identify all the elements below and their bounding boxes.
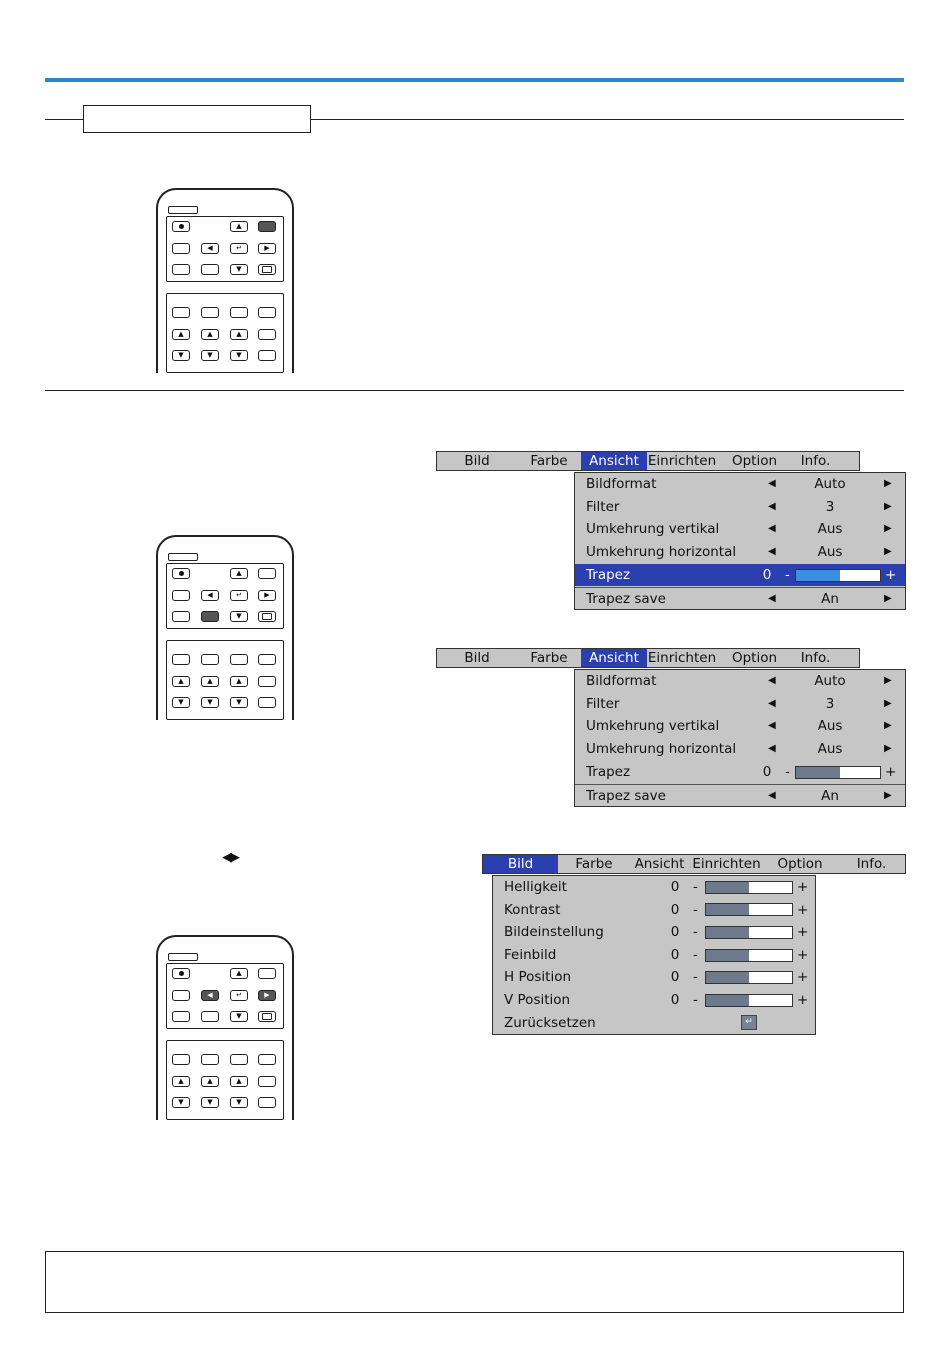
remote-button: ▼ xyxy=(201,1097,219,1108)
remote-button xyxy=(172,968,190,979)
menu-row-label: Umkehrung horizontal xyxy=(586,741,737,758)
remote-button xyxy=(258,697,276,708)
menu-row xyxy=(575,738,905,761)
level-slider xyxy=(705,926,793,939)
remote-arrow-button: ▼ xyxy=(230,264,248,275)
menu-row xyxy=(493,966,815,989)
menu-row xyxy=(493,944,815,967)
left-arrow-icon: ◀ xyxy=(768,592,776,604)
remote-button: ▼ xyxy=(230,697,248,708)
menu-row xyxy=(493,876,815,899)
menu-row xyxy=(575,496,905,519)
plus-sign: + xyxy=(797,946,809,963)
plus-sign: + xyxy=(797,992,809,1008)
remote-button xyxy=(258,307,276,318)
remote-arrow-button: ▶ xyxy=(258,243,276,254)
menu-tab-bild: Bild xyxy=(464,650,490,666)
menu-panel xyxy=(492,875,816,1035)
minus-sign: - xyxy=(693,924,698,941)
slider-fill xyxy=(796,767,840,778)
note-box xyxy=(45,1251,904,1313)
menu-row xyxy=(493,899,815,922)
section-divider xyxy=(45,390,904,391)
plus-sign: + xyxy=(797,901,809,918)
plus-sign: + xyxy=(797,879,809,895)
record-dot-icon xyxy=(179,971,184,976)
remote-button xyxy=(201,307,219,318)
remote-button xyxy=(201,1011,219,1022)
screen-icon xyxy=(262,1013,272,1020)
right-arrow-icon: ▶ xyxy=(884,546,892,558)
menu-row-value: 0 xyxy=(762,566,772,583)
header-rule xyxy=(45,78,904,82)
right-arrow-icon: ▶ xyxy=(884,478,892,489)
remote-button xyxy=(258,654,276,665)
menu-row-label: Filter xyxy=(586,498,620,515)
right-arrow-icon: ▶ xyxy=(884,523,892,535)
remote-button: ▲ xyxy=(230,676,248,687)
remote-button xyxy=(172,568,190,579)
right-arrow-icon: ▶ xyxy=(884,500,892,512)
menu-bar xyxy=(436,451,906,471)
menu-row-value: Auto xyxy=(814,476,846,492)
remote-button xyxy=(172,307,190,318)
level-slider xyxy=(795,766,881,779)
menu-row-value: 0 xyxy=(670,924,680,941)
menu-row-label: Feinbild xyxy=(504,946,557,963)
minus-sign: - xyxy=(693,946,698,963)
menu-row xyxy=(493,921,815,944)
remote-button: ▲ xyxy=(201,1076,219,1087)
remote-button xyxy=(258,568,276,579)
remote-arrow-button: ◀ xyxy=(201,990,219,1001)
remote-button xyxy=(172,990,190,1001)
menu-row-value: 0 xyxy=(670,946,680,963)
remote-button: ▲ xyxy=(201,676,219,687)
menu-panel xyxy=(574,472,906,610)
menu-tab-einrichten: Einrichten xyxy=(647,453,717,469)
remote-arrow-button: ▼ xyxy=(230,611,248,622)
remote-button xyxy=(172,654,190,665)
slider-fill xyxy=(706,972,749,983)
menu-row-value: An xyxy=(821,787,839,804)
screen-icon xyxy=(262,266,272,273)
menu-tab-option: Option xyxy=(731,650,778,666)
remote-button xyxy=(201,654,219,665)
menu-bar xyxy=(436,648,906,668)
left-arrow-icon: ◀ xyxy=(768,697,776,709)
remote-button xyxy=(172,243,190,254)
remote-clip xyxy=(156,535,294,720)
menu-bar-end xyxy=(859,648,906,668)
remote-control-illustration-3 xyxy=(156,935,294,1120)
menu-row xyxy=(575,761,905,784)
menu-row xyxy=(575,693,905,716)
plus-sign: + xyxy=(797,969,809,986)
remote-button: ▲ xyxy=(230,329,248,340)
remote-button: ▲ xyxy=(172,329,190,340)
remote-button xyxy=(172,1011,190,1022)
menu-tab-ansicht: Ansicht xyxy=(634,856,685,872)
menu-row xyxy=(575,518,905,541)
remote-button xyxy=(201,611,219,622)
menu-tab-info: Info. xyxy=(856,856,887,872)
menu-row-value: 0 xyxy=(762,763,772,780)
menu-row-label: Umkehrung vertikal xyxy=(586,718,720,735)
remote-label-slot xyxy=(168,206,198,214)
remote-button: ▼ xyxy=(230,1097,248,1108)
menu-row xyxy=(575,670,905,693)
menu-row-label: Kontrast xyxy=(504,901,561,918)
remote-button: ▲ xyxy=(172,1076,190,1087)
remote-arrow-button: ↵ xyxy=(230,990,248,1001)
slider-fill xyxy=(706,904,749,915)
menu-row-label: Zurücksetzen xyxy=(504,1014,596,1031)
remote-button: ▲ xyxy=(172,676,190,687)
remote-arrow-button: ◀ xyxy=(201,590,219,601)
slider-fill xyxy=(796,570,840,581)
remote-clip xyxy=(156,188,294,373)
slider-fill xyxy=(706,927,749,938)
minus-sign: - xyxy=(785,566,790,583)
menu-row-value: 3 xyxy=(825,695,835,712)
remote-arrow-button: ▶ xyxy=(258,990,276,1001)
menu-row xyxy=(575,564,905,587)
right-arrow-icon: ▶ xyxy=(884,743,892,755)
left-arrow-icon: ◀ xyxy=(768,743,776,755)
left-arrow-icon: ◀ xyxy=(768,478,776,489)
remote-clip xyxy=(156,935,294,1120)
record-dot-icon xyxy=(179,224,184,229)
menu-row-value: 0 xyxy=(670,992,680,1008)
remote-control-illustration-2 xyxy=(156,535,294,720)
enter-key-icon: ↵ xyxy=(741,1015,757,1030)
remote-button xyxy=(258,676,276,687)
menu-row xyxy=(575,473,905,496)
level-slider xyxy=(705,949,793,962)
remote-arrow-button: ↵ xyxy=(230,590,248,601)
remote-button: ▼ xyxy=(172,1097,190,1108)
record-dot-icon xyxy=(179,571,184,576)
remote-button xyxy=(172,1054,190,1065)
menu-tab-einrichten: Einrichten xyxy=(647,650,717,666)
menu-row-label: Bildformat xyxy=(586,476,657,492)
slider-fill xyxy=(706,882,749,893)
remote-button: ▼ xyxy=(172,350,190,361)
menu-tab-bild: Bild xyxy=(464,453,490,469)
remote-button: ▼ xyxy=(201,350,219,361)
left-arrow-icon: ◀ xyxy=(768,500,776,512)
menu-row-value: Aus xyxy=(817,544,843,561)
screen-icon xyxy=(262,613,272,620)
menu-row xyxy=(493,989,815,1012)
menu-row-value: Auto xyxy=(814,673,846,689)
remote-button xyxy=(258,968,276,979)
menu-tab-info: Info. xyxy=(800,650,831,666)
remote-button xyxy=(172,590,190,601)
remote-arrow-button: ▲ xyxy=(230,568,248,579)
remote-button xyxy=(258,1097,276,1108)
menu-row xyxy=(575,715,905,738)
menu-row-label: Trapez xyxy=(586,566,631,583)
remote-arrow-button: ▼ xyxy=(230,1011,248,1022)
right-arrow-icon: ▶ xyxy=(884,697,892,709)
remote-arrow-button: ▶ xyxy=(258,590,276,601)
menu-tab-ansicht: Ansicht xyxy=(581,452,647,470)
menu-tab-ansicht: Ansicht xyxy=(581,649,647,667)
remote-button xyxy=(201,264,219,275)
menu-row-label: Filter xyxy=(586,695,620,712)
remote-button xyxy=(230,654,248,665)
remote-button xyxy=(172,611,190,622)
menu-row xyxy=(493,1012,815,1035)
menu-tab-farbe: Farbe xyxy=(530,453,568,469)
menu-row-label: Trapez save xyxy=(586,590,666,607)
remote-button: ▲ xyxy=(230,1076,248,1087)
left-arrow-icon: ◀ xyxy=(768,789,776,801)
level-slider xyxy=(795,569,881,582)
remote-arrow-button: ↵ xyxy=(230,243,248,254)
minus-sign: - xyxy=(693,901,698,918)
menu-row-value: Aus xyxy=(817,521,843,538)
level-slider xyxy=(705,881,793,894)
minus-sign: - xyxy=(785,763,790,780)
menu-row-label: Bildeinstellung xyxy=(504,924,604,941)
left-right-arrows-label: ◀▶ xyxy=(222,850,238,865)
remote-button xyxy=(172,264,190,275)
left-arrow-icon: ◀ xyxy=(768,675,776,686)
level-slider xyxy=(705,903,793,916)
menu-row-label: Helligkeit xyxy=(504,879,567,895)
plus-sign: + xyxy=(885,763,897,780)
remote-button: ▲ xyxy=(201,329,219,340)
remote-button xyxy=(258,1054,276,1065)
remote-button xyxy=(258,1011,276,1022)
right-arrow-icon: ▶ xyxy=(884,720,892,732)
plus-sign: + xyxy=(885,566,897,583)
left-arrow-icon: ◀ xyxy=(768,523,776,535)
plus-sign: + xyxy=(797,924,809,941)
menu-row xyxy=(575,541,905,564)
menu-bar xyxy=(482,854,906,874)
minus-sign: - xyxy=(693,992,698,1008)
menu-row-value: An xyxy=(821,590,839,607)
slider-fill xyxy=(706,995,749,1006)
left-arrow-icon: ◀ xyxy=(768,546,776,558)
menu-tab-farbe: Farbe xyxy=(530,650,568,666)
menu-row-label: Trapez save xyxy=(586,787,666,804)
menu-tab-option: Option xyxy=(731,453,778,469)
menu-row-value: 0 xyxy=(670,901,680,918)
right-arrow-icon: ▶ xyxy=(884,675,892,686)
menu-row xyxy=(575,587,905,611)
remote-button: ▼ xyxy=(201,697,219,708)
left-arrow-icon: ◀ xyxy=(768,720,776,732)
remote-arrow-button: ▲ xyxy=(230,221,248,232)
menu-row-label: Trapez xyxy=(586,763,631,780)
remote-button xyxy=(230,307,248,318)
level-slider xyxy=(705,994,793,1007)
remote-label-slot xyxy=(168,953,198,961)
remote-button: ▼ xyxy=(230,350,248,361)
remote-button xyxy=(172,221,190,232)
remote-control-illustration-1 xyxy=(156,188,294,373)
right-arrow-icon: ▶ xyxy=(884,789,892,801)
remote-button xyxy=(201,1054,219,1065)
section-title-box xyxy=(83,105,311,133)
menu-row-value: 0 xyxy=(670,969,680,986)
menu-tab-einrichten: Einrichten xyxy=(692,856,761,872)
menu-row-label: Umkehrung vertikal xyxy=(586,521,720,538)
remote-button xyxy=(258,611,276,622)
level-slider xyxy=(705,971,793,984)
remote-button xyxy=(258,1076,276,1087)
right-arrow-icon: ▶ xyxy=(884,592,892,604)
remote-button xyxy=(258,221,276,232)
menu-tab-bild: Bild xyxy=(483,855,558,873)
menu-tab-option: Option xyxy=(777,856,823,872)
minus-sign: - xyxy=(693,879,698,895)
menu-row-value: 0 xyxy=(670,879,680,895)
remote-arrow-button: ◀ xyxy=(201,243,219,254)
menu-tab-info: Info. xyxy=(800,453,831,469)
menu-tab-farbe: Farbe xyxy=(575,856,613,872)
menu-row-label: Umkehrung horizontal xyxy=(586,544,737,561)
remote-button xyxy=(230,1054,248,1065)
remote-button xyxy=(258,329,276,340)
menu-bar-end xyxy=(859,451,906,471)
remote-button xyxy=(258,350,276,361)
menu-row-value: 3 xyxy=(825,498,835,515)
menu-row xyxy=(575,784,905,808)
minus-sign: - xyxy=(693,969,698,986)
remote-button: ▼ xyxy=(172,697,190,708)
menu-row-label: Bildformat xyxy=(586,673,657,689)
menu-row-value: Aus xyxy=(817,741,843,758)
menu-panel xyxy=(574,669,906,807)
menu-row-value: Aus xyxy=(817,718,843,735)
remote-button xyxy=(258,264,276,275)
menu-row-label: H Position xyxy=(504,969,572,986)
menu-row-label: V Position xyxy=(504,992,571,1008)
remote-label-slot xyxy=(168,553,198,561)
slider-fill xyxy=(706,950,749,961)
remote-arrow-button: ▲ xyxy=(230,968,248,979)
